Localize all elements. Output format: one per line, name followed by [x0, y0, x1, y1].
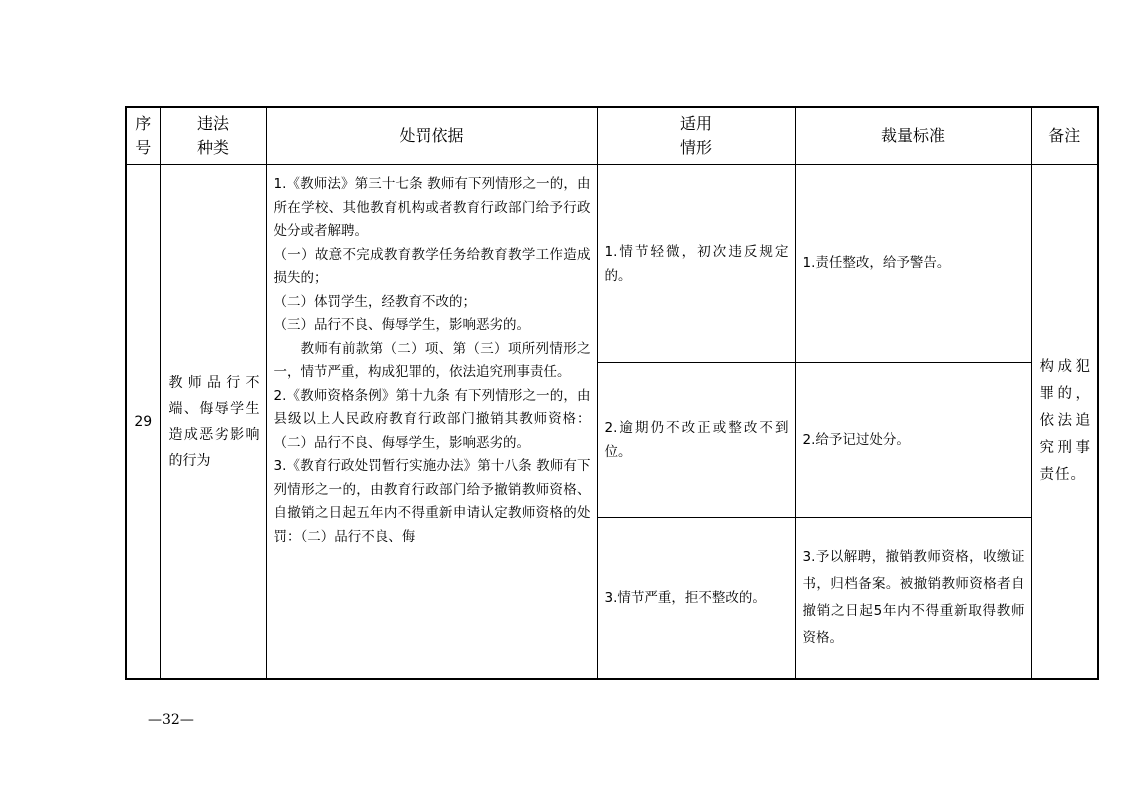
- table-row: [126, 165, 1098, 363]
- header-discretion-standard: 裁量标准: [795, 107, 1031, 165]
- condition-2: 2.逾期仍不改正或整改不到位。: [597, 363, 795, 518]
- header-row: [126, 107, 1098, 165]
- basis-paragraph: （三）品行不良、侮辱学生，影响恶劣的。: [273, 317, 530, 333]
- remark: 构成犯罪的，依法追究刑事责任。: [1031, 165, 1098, 680]
- basis-paragraph: 教师有前款第（二）项、第（三）项所列情形之一，情节严重，构成犯罪的，依法追究刑事责任。: [273, 340, 591, 380]
- condition-3: 3.情节严重，拒不整改的。: [597, 518, 795, 679]
- violation-type: 教师品行不端、侮辱学生造成恶劣影响的行为: [160, 165, 266, 680]
- penalty-table: [125, 106, 1099, 680]
- header-note: 备注: [1031, 107, 1098, 165]
- standard-1: 1.责任整改，给予警告。: [795, 165, 1031, 363]
- basis-paragraph: 1.《教师法》第三十七条 教师有下列情形之一的，由所在学校、其他教育机构或者教育行政部门给予行政处分或者解聘。: [273, 176, 591, 239]
- penalty-basis: [266, 165, 597, 680]
- header-applicable-condition: 适用 情形: [597, 107, 795, 165]
- basis-paragraph: （一）故意不完成教育教学任务给教育教学工作造成损失的；: [273, 246, 591, 286]
- header-violation-type: 违法 种类: [160, 107, 266, 165]
- basis-paragraph: （二）体罚学生，经教育不改的；: [273, 293, 476, 310]
- basis-paragraph: 3.《教育行政处罚暂行实施办法》第十八条 教师有下列情形之一的，由教育行政部门给予撤销教师资格、自撤销之日起五年内不得重新申请认定教师资格的处罚：（二）品行不良、侮: [273, 458, 591, 545]
- page-number: —32—: [148, 712, 194, 728]
- penalty-basis-text: [274, 173, 591, 670]
- row-number: 29: [126, 165, 160, 680]
- standard-3: 3.予以解聘，撤销教师资格，收缴证书，归档备案。被撤销教师资格者自撤销之日起5年内不得重新取得教师资格。: [795, 518, 1031, 679]
- basis-paragraph: 2.《教师资格条例》第十九条 有下列情形之一的，由县级以上人民政府教育行政部门撤销其教师资格：（二）品行不良、侮辱学生，影响恶劣的。: [273, 387, 591, 451]
- header-no: 序 号: [126, 107, 160, 165]
- condition-1: 1.情节轻微，初次违反规定的。: [597, 165, 795, 363]
- standard-2: 2.给予记过处分。: [795, 363, 1031, 518]
- header-penalty-basis: 处罚依据: [266, 107, 597, 165]
